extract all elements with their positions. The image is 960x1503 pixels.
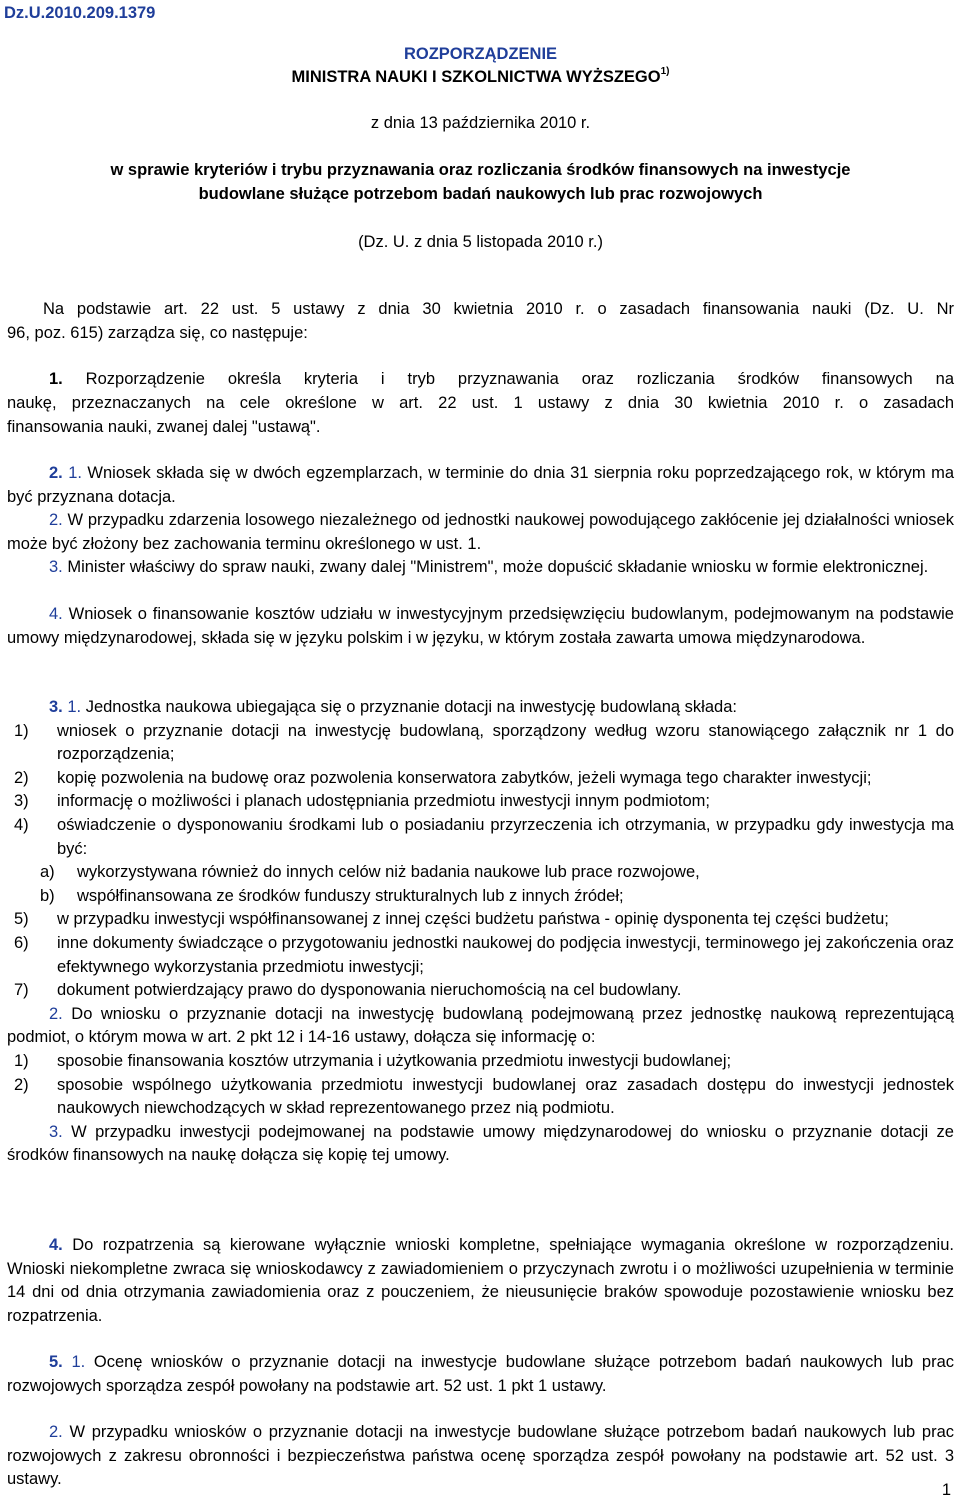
paragraph-5-unit-1: 5. 1. Ocenę wniosków o przyznanie dotacji na inwestycje budowlane służące potrzebom badań naukowych lub prac rozwojowych sporządza zespół powołany na podstawie art. 52 ust. 1 pkt 1 ustawy.	[7, 1353, 954, 1395]
paragraph-1-number: 1.	[49, 370, 63, 388]
paragraph-1-line-3: finansowania nauki, zwanej dalej "ustawą".	[7, 418, 321, 436]
paragraph-3-unit-1: 3. 1. Jednostka naukowa ubiegająca się o przyznanie dotacji na inwestycję budowlaną składa:	[49, 698, 737, 716]
paragraph-2-unit-1: 2. 1. Wniosek składa się w dwóch egzemplarzach, w terminie do dnia 31 sierpnia roku poprzedzającego rok, w którym ma być przyznana dotacja.	[7, 464, 954, 506]
list-subitem: b) współfinansowana ze środków funduszy strukturalnych lub z innych źródeł;	[40, 886, 624, 905]
preamble-line-1	[7, 298, 954, 322]
paragraph-3-unit-2: 2. Do wniosku o przyznanie dotacji na inwestycję budowlaną podejmowaną przez jednostkę naukową reprezentującą podmiot, o którym mowa w art. 2 pkt 12 i 14-16 ustawy, dołącza się informację o:	[7, 1004, 954, 1047]
list-item: 1) sposobie finansowania kosztów utrzymania i użytkowania przedmiotu inwestycji budowlanej;	[14, 1051, 732, 1070]
paragraph-2-unit-4: 4. Wniosek o finansowanie kosztów udziału w inwestycyjnym przedsięwzięciu budowlanym, podejmowanym na podstawie umowy międzynarodowej, składa się w języku polskim i w języku, w którym została zawarta umowa międzynarodowa.	[7, 605, 954, 647]
list-item: 4) oświadczenie o dysponowaniu środkami lub o posiadaniu przyrzeczenia ich otrzymania, w przypadku gdy inwestycja ma być:	[14, 815, 954, 858]
paragraph-5-unit-2: 2. W przypadku wniosków o przyznanie dotacji na inwestycje budowlane służące potrzebom badań naukowych lub prac rozwojowych z zakresu obronności i bezpieczeństwa państwa ocenę sporządza zespół powołany na podstawie art. 52 ust. 3 ustawy.	[7, 1423, 954, 1489]
subject-line-2: budowlane służące potrzebom badań naukowych lub prac rozwojowych	[198, 185, 763, 203]
paragraph-4: 4. Do rozpatrzenia są kierowane wyłącznie wnioski kompletne, spełniające wymagania określone w rozporządzeniu. Wnioski niekompletne zwraca się wnioskodawcy z zawiadomieniem o przyczynach zwrotu i o możliwości uzupełnienia w terminie 14 dni od dnia otrzymania zawiadomienia oraz z pouczeniem, że nieusunięcie braków spowoduje pozostawienie wniosku bez rozpatrzenia.	[7, 1236, 954, 1325]
title-line-1: ROZPORZĄDZENIE	[403, 45, 558, 63]
preamble-line-2: 96, poz. 615) zarządza się, co następuje:	[7, 324, 308, 342]
paragraph-1-line-2: naukę, przeznaczanych na cele określone w art. 22 ust. 1 ustawy z dnia 30 kwietnia 2010 r. o zasadach	[7, 394, 954, 412]
list-item: 5) w przypadku inwestycji współfinansowanej z innej części budżetu państwa - opinię dysponenta tej części budżetu;	[14, 910, 889, 929]
paragraph-4-number: 4.	[49, 1236, 63, 1254]
list-item: 1) wniosek o przyznanie dotacji na inwestycję budowlaną, sporządzony według wzoru stanowiącego załącznik nr 1 do rozporządzenia;	[14, 721, 954, 764]
title-line-2	[7, 66, 954, 90]
title-issuer: MINISTRA NAUKI I SZKOLNICTWA WYŻSZEGO	[291, 68, 661, 86]
list-item: 2) sposobie wspólnego użytkowania przedmiotu inwestycji budowlanej oraz zasadach dostępu do inwestycji jednostek naukowych niewchodzących w skład reprezentowanego przez nią podmiotu.	[14, 1075, 954, 1118]
footnote-marker: 1)	[660, 66, 670, 77]
preamble-text-1: Na podstawie art. 22 ust. 5 ustawy z dnia 30 kwietnia 2010 r. o zasadach finansowania nauki (Dz. U. Nr	[43, 300, 954, 318]
list-item: 6) inne dokumenty świadczące o przygotowaniu jednostki naukowej do podjęcia inwestycji, terminowego jej zakończenia oraz efektywnego wykorzystania przedmiotu inwestycji;	[14, 933, 954, 976]
list-item: 2) kopię pozwolenia na budowę oraz pozwolenia konserwatora zabytków, jeżeli wymaga tego charakter inwestycji;	[14, 768, 872, 787]
paragraph-3-section	[7, 696, 954, 1168]
list-item: 7) dokument potwierdzający prawo do dysponowania nieruchomością na cel budowlany.	[14, 981, 682, 1000]
paragraph-3-number: 3.	[49, 698, 63, 716]
list-subitem: a) wykorzystywana również do innych celów niż badania naukowe lub prace rozwojowe,	[40, 863, 700, 882]
paragraph-2-number: 2.	[49, 464, 63, 482]
act-date: z dnia 13 października 2010 r.	[370, 114, 591, 132]
promulgation-reference: (Dz. U. z dnia 5 listopada 2010 r.)	[358, 233, 603, 251]
document-reference: Dz.U.2010.209.1379	[4, 4, 156, 22]
list-item: 3) informację o możliwości i planach udostępniania przedmiotu inwestycji innym podmiotom;	[14, 792, 710, 811]
paragraph-2-unit-2: 2. W przypadku zdarzenia losowego niezależnego od jednostki naukowej powodującego zakłócenie jej działalności wniosek może być złożony bez zachowania terminu określonego w ust. 1.	[7, 511, 954, 553]
paragraph-3-unit-3: 3. W przypadku inwestycji podejmowanej na podstawie umowy międzynarodowej do wniosku o przyznanie dotacji ze środków finansowych na naukę dołącza się kopię tej umowy.	[7, 1122, 954, 1165]
paragraph-1-line-1: 1. Rozporządzenie określa kryteria i tryb przyznawania oraz rozliczania środków finansowych na	[49, 370, 954, 388]
paragraph-5-number: 5.	[49, 1353, 63, 1371]
subject-line-1: w sprawie kryteriów i trybu przyznawania oraz rozliczania środków finansowych na inwestycje	[110, 161, 851, 179]
paragraph-2-unit-3: 3. Minister właściwy do spraw nauki, zwany dalej "Ministrem", może dopuścić składanie wniosku w formie elektronicznej.	[49, 558, 929, 576]
page-number: 1	[941, 1481, 951, 1500]
